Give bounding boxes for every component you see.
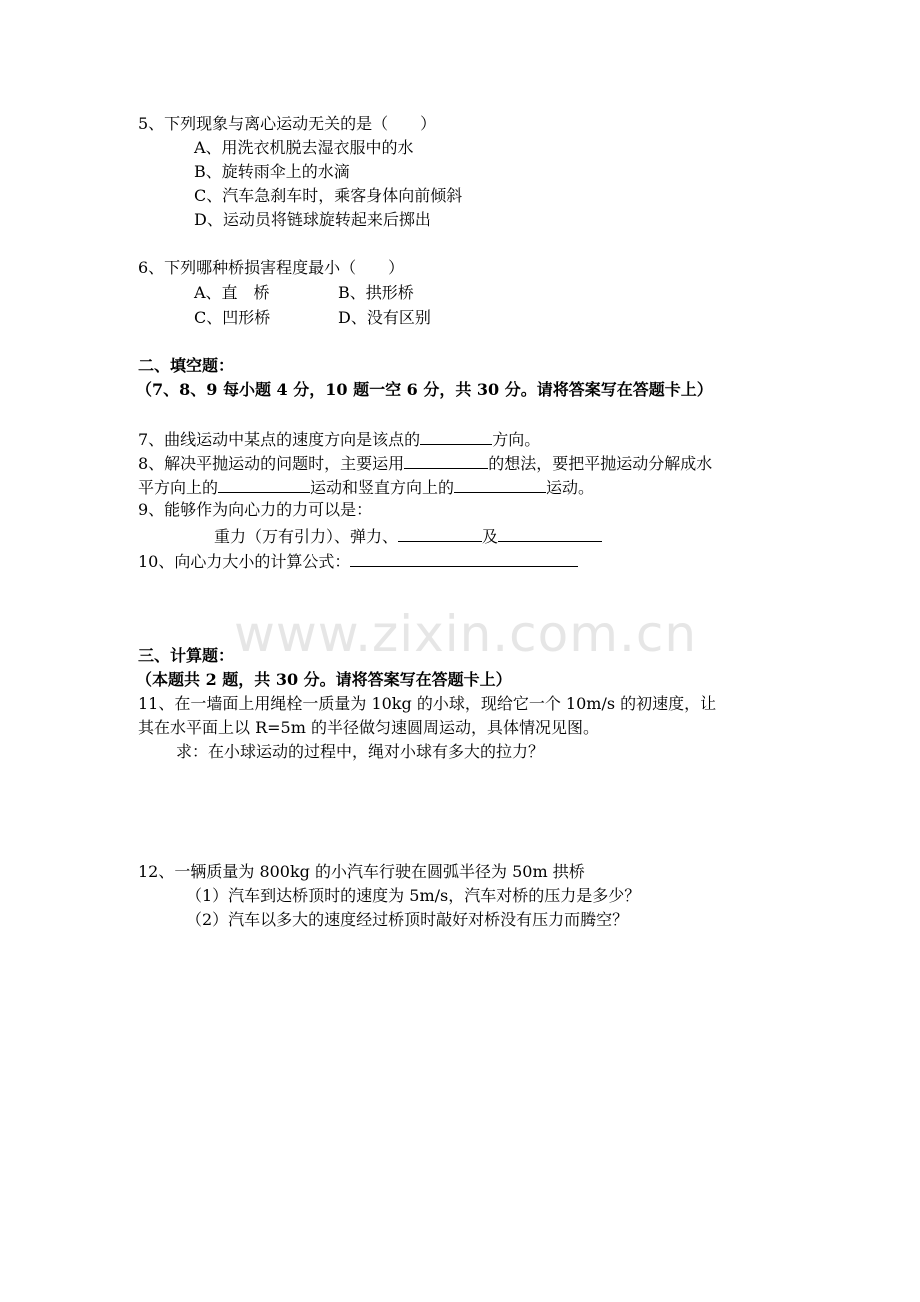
q6-option-c: C、凹形桥 — [194, 308, 271, 327]
q11-line-1: 11、在一墙面上用绳栓一质量为 10kg 的小球，现给它一个 10m/s 的初速度，让 — [138, 694, 717, 713]
q10-line — [138, 548, 578, 572]
q5-option-c: C、汽车急刹车时，乘客身体向前倾斜 — [194, 186, 463, 205]
section3-title: 三、计算题： — [138, 646, 235, 665]
q7-line — [138, 426, 540, 450]
q10-text: 10、向心力大小的计算公式： — [138, 552, 351, 571]
q10-blank — [350, 548, 578, 567]
q7-blank — [420, 426, 492, 445]
q5-option-b: B、旋转雨伞上的水滴 — [194, 162, 350, 181]
q9-text-1: 重力（万有引力）、弹力、 — [214, 527, 399, 546]
q9-blank-2 — [498, 523, 602, 542]
q12-sub-1: （1）汽车到达桥顶时的速度为 5m/s，汽车对桥的压力是多少？ — [186, 886, 641, 905]
section2-title: 二、填空题： — [138, 356, 235, 375]
q8-line-2 — [138, 474, 594, 498]
q6-option-a: A、直 桥 — [194, 283, 270, 302]
watermark: www.zixin.com.cn — [234, 605, 698, 663]
q8-text-4: 运动和竖直方向上的 — [310, 478, 455, 497]
section3-note: （本题共 2 题，共 30 分。请将答案写在答题卡上） — [136, 670, 512, 689]
q5-option-d: D、运动员将链球旋转起来后掷出 — [194, 210, 431, 229]
q5-stem: 5、下列现象与离心运动无关的是（ ） — [138, 114, 437, 133]
q6-stem: 6、下列哪种桥损害程度最小（ ） — [138, 258, 405, 277]
q8-text-5: 运动。 — [546, 478, 595, 497]
q9-stem: 9、能够作为向心力的力可以是： — [138, 500, 373, 519]
q8-text-1: 8、解决平抛运动的问题时，主要运用 — [138, 454, 405, 473]
q7-text-after: 方向。 — [492, 430, 541, 449]
q6-option-d: D、没有区别 — [338, 308, 431, 327]
q9-blank-1 — [398, 523, 482, 542]
q12-stem: 12、一辆质量为 800kg 的小汽车行驶在圆弧半径为 50m 拱桥 — [138, 862, 585, 881]
q8-text-3: 平方向上的 — [138, 478, 219, 497]
q8-blank-2 — [218, 474, 310, 493]
q11-line-3: 求：在小球运动的过程中，绳对小球有多大的拉力？ — [176, 742, 545, 761]
q6-option-b: B、拱形桥 — [338, 283, 414, 302]
q5-option-a: A、用洗衣机脱去湿衣服中的水 — [194, 138, 414, 157]
q7-text-before: 7、曲线运动中某点的速度方向是该点的 — [138, 430, 421, 449]
q11-line-2: 其在水平面上以 R=5m 的半径做匀速圆周运动，具体情况见图。 — [138, 718, 599, 737]
q9-line-2 — [214, 523, 602, 547]
q8-blank-3 — [454, 474, 546, 493]
q8-line-1 — [138, 450, 712, 474]
q8-blank-1 — [404, 450, 488, 469]
section2-note: （7、8、9 每小题 4 分，10 题一空 6 分，共 30 分。请将答案写在答题卡上） — [136, 380, 713, 399]
q12-sub-2: （2）汽车以多大的速度经过桥顶时敲好对桥没有压力而腾空？ — [186, 910, 629, 929]
q9-text-2: 及 — [482, 527, 499, 546]
q8-text-2: 的想法，要把平抛运动分解成水 — [488, 454, 713, 473]
